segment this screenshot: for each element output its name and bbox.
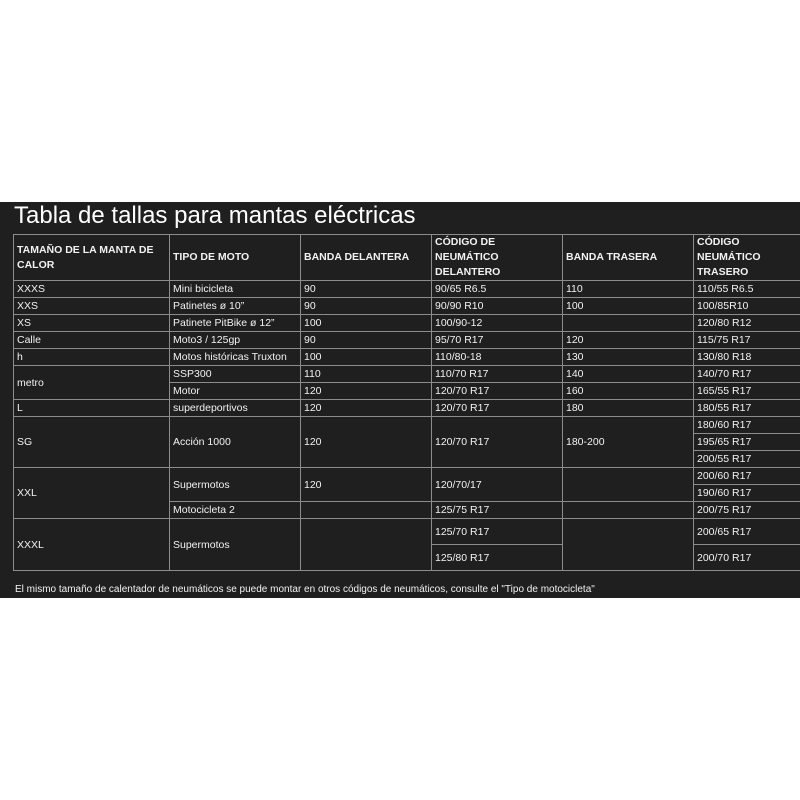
cell-rear-code: 140/70 R17 <box>694 366 800 383</box>
cell-type: Patinetes ø 10” <box>170 298 301 315</box>
table-row <box>14 315 800 332</box>
cell-rear-code: 200/70 R17 <box>694 545 800 571</box>
cell-front-band: 90 <box>301 332 432 349</box>
cell-rear-band <box>563 502 694 519</box>
table-row <box>14 366 800 383</box>
table-row <box>14 519 800 545</box>
cell-rear-band: 160 <box>563 383 694 400</box>
cell-front-band: 90 <box>301 281 432 298</box>
table-row <box>14 281 800 298</box>
cell-rear-band <box>563 468 694 502</box>
cell-rear-code: 195/65 R17 <box>694 434 800 451</box>
cell-front-code: 125/70 R17 <box>432 519 563 545</box>
table-header-row <box>14 235 800 281</box>
cell-size: h <box>14 349 170 366</box>
cell-rear-band <box>563 519 694 571</box>
cell-front-code: 120/70 R17 <box>432 383 563 400</box>
cell-type: SSP300 <box>170 366 301 383</box>
cell-type: Motor <box>170 383 301 400</box>
header-front-tire-code: CÓDIGO DE NEUMÁTICO DELANTERO <box>432 235 563 281</box>
table-row <box>14 349 800 366</box>
cell-rear-code: 200/65 R17 <box>694 519 800 545</box>
cell-rear-code: 190/60 R17 <box>694 485 800 502</box>
header-rear-tire-code: CÓDIGO NEUMÁTICO TRASERO <box>694 235 800 281</box>
cell-size: metro <box>14 366 170 400</box>
table-row <box>14 400 800 417</box>
cell-rear-band: 110 <box>563 281 694 298</box>
cell-rear-band: 100 <box>563 298 694 315</box>
cell-type: Moto3 / 125gp <box>170 332 301 349</box>
cell-rear-band <box>563 315 694 332</box>
size-table <box>13 234 800 571</box>
table-row <box>14 298 800 315</box>
cell-rear-code: 180/60 R17 <box>694 417 800 434</box>
cell-front-code: 120/70 R17 <box>432 417 563 468</box>
cell-front-band: 120 <box>301 383 432 400</box>
cell-front-band: 110 <box>301 366 432 383</box>
cell-rear-band: 140 <box>563 366 694 383</box>
cell-front-code: 120/70 R17 <box>432 400 563 417</box>
cell-front-code: 90/65 R6.5 <box>432 281 563 298</box>
cell-type: Supermotos <box>170 468 301 502</box>
table-row <box>14 468 800 485</box>
table-row <box>14 332 800 349</box>
cell-rear-band: 180 <box>563 400 694 417</box>
cell-front-code: 110/70 R17 <box>432 366 563 383</box>
cell-rear-code: 180/55 R17 <box>694 400 800 417</box>
table-row <box>14 417 800 434</box>
cell-rear-band: 120 <box>563 332 694 349</box>
cell-rear-code: 130/80 R18 <box>694 349 800 366</box>
cell-type: Patinete PitBike ø 12” <box>170 315 301 332</box>
cell-rear-code: 115/75 R17 <box>694 332 800 349</box>
cell-rear-code: 165/55 R17 <box>694 383 800 400</box>
cell-size: XXXS <box>14 281 170 298</box>
cell-front-code: 120/70/17 <box>432 468 563 502</box>
cell-size: XXL <box>14 468 170 519</box>
cell-rear-code: 200/55 R17 <box>694 451 800 468</box>
cell-front-band: 120 <box>301 468 432 502</box>
cell-type: superdeportivos <box>170 400 301 417</box>
cell-type: Supermotos <box>170 519 301 571</box>
cell-rear-code: 200/75 R17 <box>694 502 800 519</box>
cell-front-band: 100 <box>301 349 432 366</box>
cell-type: Acción 1000 <box>170 417 301 468</box>
cell-front-band: 100 <box>301 315 432 332</box>
cell-type: Motocicleta 2 <box>170 502 301 519</box>
cell-front-code: 90/90 R10 <box>432 298 563 315</box>
cell-size: XXS <box>14 298 170 315</box>
cell-size: SG <box>14 417 170 468</box>
size-chart-panel <box>0 202 800 598</box>
cell-size: XS <box>14 315 170 332</box>
header-front-band: BANDA DELANTERA <box>301 235 432 281</box>
cell-front-band: 120 <box>301 417 432 468</box>
cell-front-code: 95/70 R17 <box>432 332 563 349</box>
cell-front-band <box>301 519 432 571</box>
cell-size: Calle <box>14 332 170 349</box>
cell-front-code: 125/80 R17 <box>432 545 563 571</box>
cell-size: L <box>14 400 170 417</box>
cell-rear-band: 180-200 <box>563 417 694 468</box>
header-rear-band: BANDA TRASERA <box>563 235 694 281</box>
cell-front-code: 100/90-12 <box>432 315 563 332</box>
cell-rear-code: 100/85R10 <box>694 298 800 315</box>
footnote: El mismo tamaño de calentador de neumáticos se puede montar en otros códigos de neumáticos, consulte el "Tipo de motocicleta" <box>15 584 595 595</box>
cell-front-band: 90 <box>301 298 432 315</box>
cell-rear-band: 130 <box>563 349 694 366</box>
cell-front-code: 125/75 R17 <box>432 502 563 519</box>
cell-rear-code: 200/60 R17 <box>694 468 800 485</box>
cell-front-band: 120 <box>301 400 432 417</box>
header-heater-size: TAMAÑO DE LA MANTA DE CALOR <box>14 235 170 281</box>
header-bike-type: TIPO DE MOTO <box>170 235 301 281</box>
cell-front-band <box>301 502 432 519</box>
cell-type: Motos históricas Truxton <box>170 349 301 366</box>
page-title: Tabla de tallas para mantas eléctricas <box>14 202 416 229</box>
cell-type: Mini bicicleta <box>170 281 301 298</box>
cell-rear-code: 120/80 R12 <box>694 315 800 332</box>
cell-front-code: 110/80-18 <box>432 349 563 366</box>
cell-size: XXXL <box>14 519 170 571</box>
cell-rear-code: 110/55 R6.5 <box>694 281 800 298</box>
